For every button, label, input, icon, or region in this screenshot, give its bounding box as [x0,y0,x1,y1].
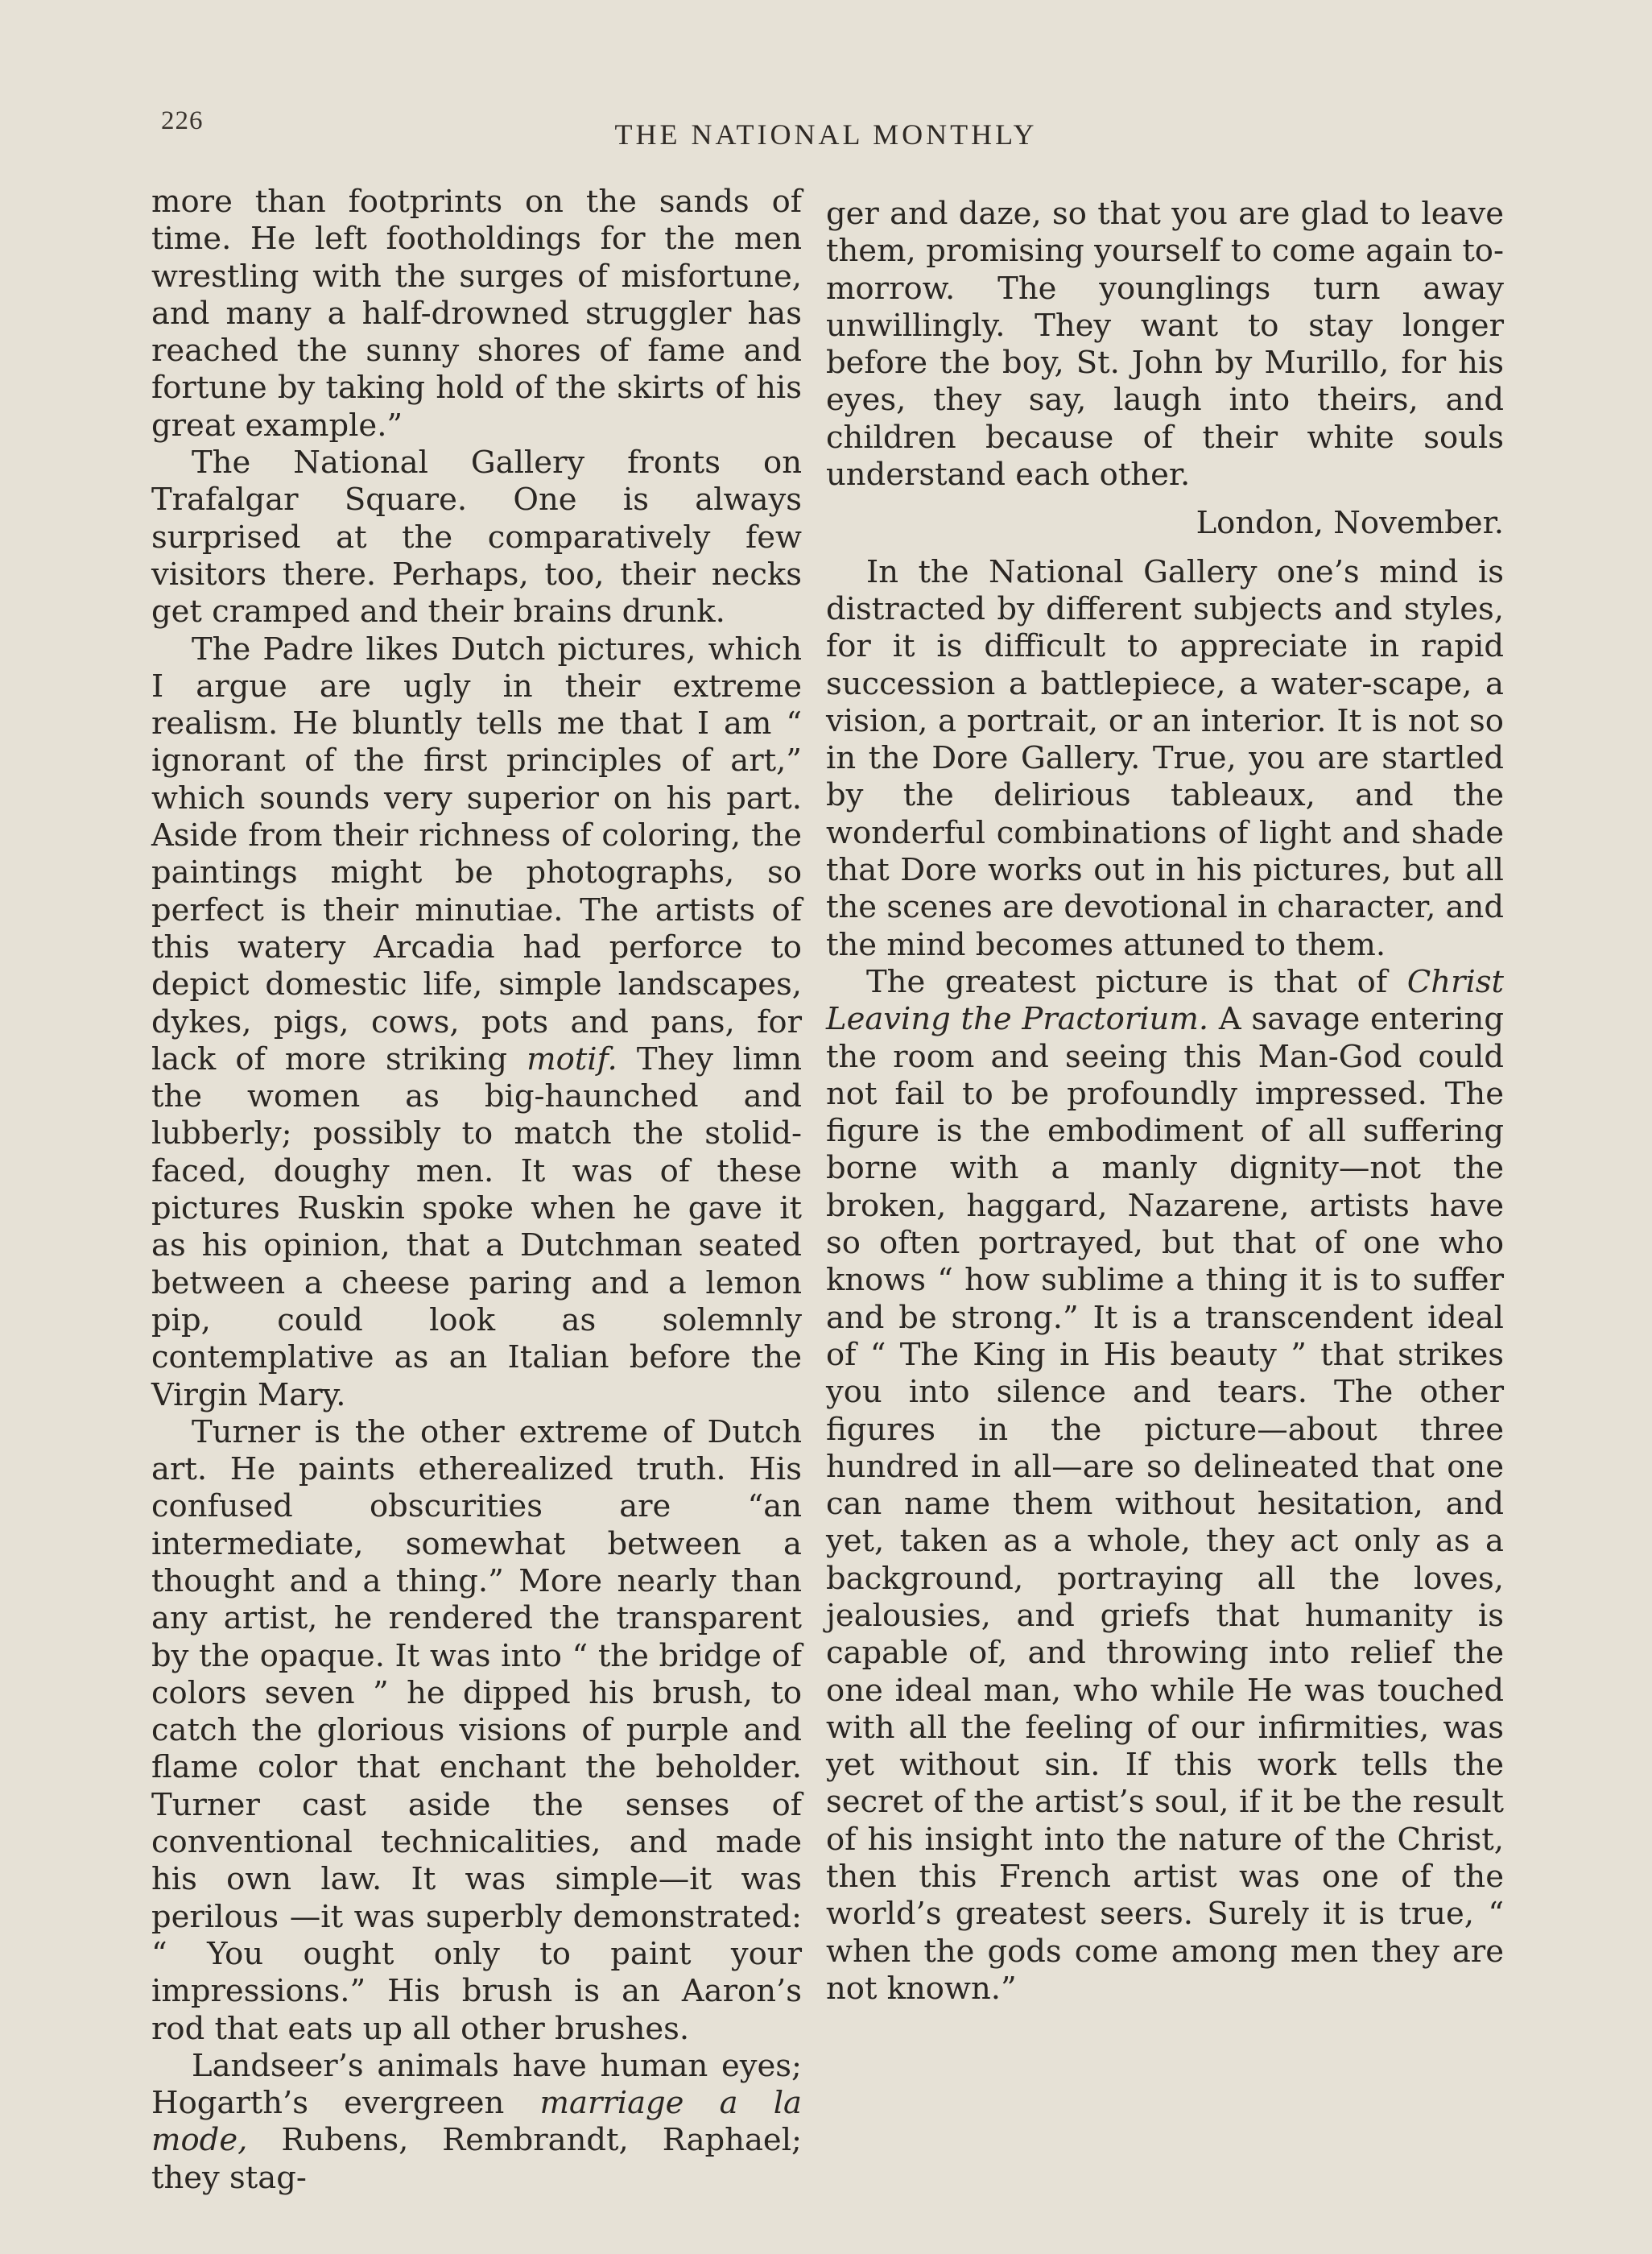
left-column [151,184,802,2197]
running-head: THE NATIONAL MONTHLY [614,118,1038,151]
text-run: They limn the women as big-haunched and lubberly; possibly to match the stolid-faced, doughy men. It was of these pictures Ruskin spoke when he gave it as his opinion, that a Dutchman seated between a cheese paring and a lemon pip, could look as solemnly contemplative as an Italian before the Virgin Mary. [151,1040,802,1413]
italic-text: marriage a la mode, [151,2085,802,2159]
dateline: London, November. [1196,505,1504,542]
paragraph: Turner is the other extreme of Dutch art. He paints etherealized truth. His confused obscurities are “an intermediate, somewhat between a thought and a thing.” More nearly than any artist, he rendered the transparent by the opaque. It was into “ the bridge of colors seven ” he dipped his brush, to catch the glorious visions of purple and flame color that enchant the beholder. Turner cast aside the senses of conventional technicalities, and made his own law. It was simple—it was perilous —it was superbly demonstrated: “ You ought only to paint your impressions.” His brush is an Aaron’s rod that eats up all other brushes. [151,1413,802,2047]
text-run: Landseer’s animals have human eyes; Hogarth’s evergreen [151,2047,802,2122]
italic-text: Christ Leaving the Practorium. [826,963,1504,1038]
paragraph [151,631,802,1414]
page-number: 226 [161,106,204,135]
text-run: The Padre likes Dutch pictures, which I argue are ugly in their extreme realism. He bluntly tells me that I am “ ignorant of the first principles of art,” which sounds very superior on his part. Aside from their richness of coloring, the paintings might be photographs, so perfect is their minutiae. The artists of this watery Arcadia had perforce to depict domestic life, simple landscapes, dykes, pigs, cows, pots and pans, for lack of more striking [151,631,802,1077]
paragraph [826,964,1504,2008]
right-column [826,196,1504,2008]
italic-text: motif. [527,1040,617,1077]
paragraph: In the National Gallery one’s mind is distracted by different subjects and styles, for it is difficult to appreciate in rapid succession a battlepiece, a water-scape, a vision, a portrait, or an interior. It is not so in the Dore Gallery. True, you are startled by the delirious tableaux, and the wonderful combinations of light and shade that Dore works out in his pictures, but all the scenes are devotional in character, and the mind becomes attuned to them. [826,553,1504,963]
paragraph: The National Gallery fronts on Trafalgar Square. One is always surprised at the comparatively few visitors there. Perhaps, too, their necks get cramped and their brains drunk. [151,445,802,631]
paragraph [151,2048,802,2197]
paragraph: ger and daze, so that you are glad to leave them, promising yourself to come again to-morrow. The younglings turn away unwillingly. They want to stay longer before the boy, St. John by Murillo, for his eyes, they say, laugh into theirs, and children because of their white souls understand each other. [826,196,1504,494]
text-run: Rubens, Rembrandt, Raphael; they stag- [151,2122,802,2196]
paragraph: more than footprints on the sands of time. He left footholdings for the men wrestling with the surges of misfortune, and many a half-drowned struggler has reached the sunny shores of fame and fortune by taking hold of the skirts of his great example.” [151,184,802,444]
text-run: The greatest picture is that of [866,963,1407,1000]
text-run: A savage entering the room and seeing this Man-God could not fail to be profoundly impressed. The figure is the embodiment of all suffering borne with a manly dignity—not the broken, haggard, Nazarene, artists have so often portrayed, but that of one who knows “ how sublime a thing it is to suffer and be strong.” It is a transcendent ideal of “ The King in His beauty ” that strikes you into silence and tears. The other figures in the picture—about three hundred in all—are so delineated that one can name them without hesitation, and yet, taken as a whole, they act only as a background, portraying all the loves, jealousies, and griefs that humanity is capable of, and throwing into relief the one ideal man, who while He was touched with all the feeling of our infirmities, was yet without sin. If this work tells the secret of the artist’s soul, if it be the result of his insight into the nature of the Christ, then this French artist was one of the world’s greatest seers. Surely it is true, “ when the gods come among men they are not known.” [826,1001,1505,2007]
